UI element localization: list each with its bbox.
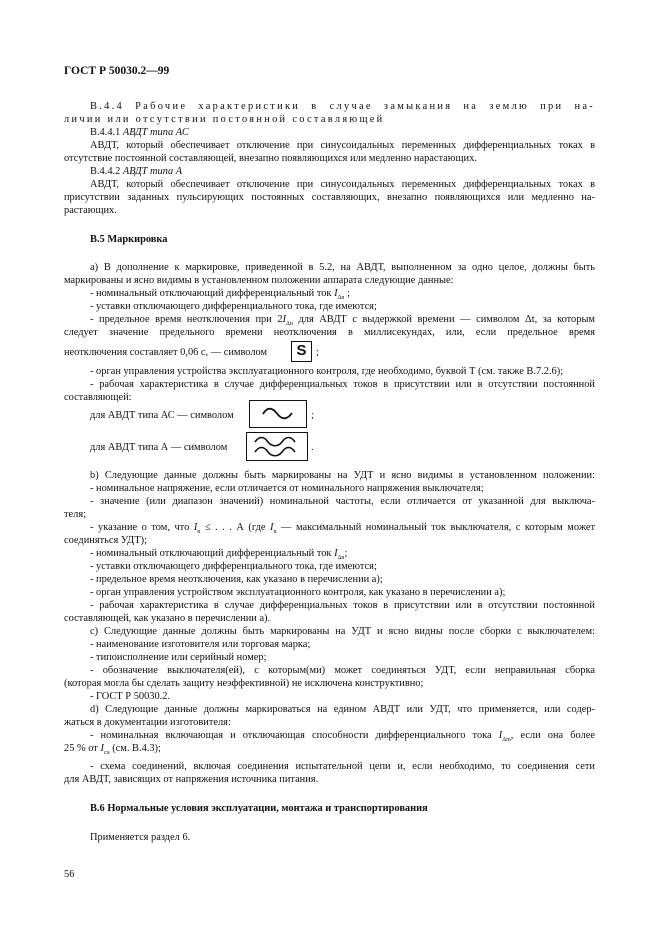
section-b442-text-line1: АВДТ, который обеспечивает отключение при синусоидальных переменных дифференциальных токах в (90, 179, 595, 190)
section-b442-title: АВДТ типа А (122, 166, 183, 177)
b5-a-line1: а) В дополнение к маркировке, приведенной в 5.2, на АВДТ, выполненном за одно целое, должны быть (90, 262, 595, 273)
b5-a-line2: маркированы и ясно видимы в установленном положении аппарата следующие данные: (64, 275, 454, 286)
current-symbol: I (100, 743, 104, 754)
s-symbol-box (291, 341, 312, 362)
punctuation: ; (316, 347, 319, 358)
b5-a-line7: неотключения составляет 0,06 с, — символом (64, 347, 268, 358)
b5-a-line4: - уставки отключающего дифференциального тока, где имеются; (90, 301, 377, 312)
ac-type-label: для АВДТ типа АС — символом (90, 410, 234, 421)
b5-d-line1: d) Следующие данные должны маркироваться на едином АВДТ или УДТ, что применяется, или содер- (90, 704, 595, 715)
section-b44-title-line2: личии или отсутствии постоянной составляющей (64, 114, 385, 125)
punctuation: ; (344, 548, 348, 559)
current-symbol: I (334, 288, 338, 299)
b5-a-line5-post: для АВДТ с выдержкой времени — символом Δt, за которым (298, 314, 595, 325)
current-subscript: n (197, 529, 201, 536)
b5-b-line10: - орган управления устройством эксплуатационного контроля, как указано в перечислении а); (90, 587, 506, 598)
b5-b-line1: b) Следующие данные должны быть маркированы на УДТ и ясно видимы в установленном положении: (90, 470, 595, 481)
b5-b-line11: - рабочая характеристика в случае дифференциальных токов в присутствии или в отсутствии постоянной (90, 600, 595, 611)
page-number: 56 (64, 869, 75, 880)
b5-c-line6: - ГОСТ Р 50030.2. (90, 691, 171, 702)
b5-c-line5: (которая могла бы сделать защиту неэффективной) не исключена конструктивно; (64, 678, 424, 689)
b5-d-line3-post: , если она более (510, 730, 595, 741)
current-subscript: n (273, 529, 277, 536)
section-b441-text-line1: АВДТ, который обеспечивает отключение при синусоидальных переменных дифференциальных токах в (90, 140, 595, 151)
b5-c-line1: с) Следующие данные должны быть маркированы на УДТ и ясно видны после сборки с выключателем: (90, 626, 595, 637)
current-subscript: cu (103, 750, 110, 757)
section-b5-heading: В.5 Маркировка (90, 234, 168, 245)
section-b441-number: В.4.4.1 (90, 127, 121, 138)
b5-a-line10: составляющей: (64, 392, 132, 403)
b5-a-line9: - рабочая характеристика в случае дифференциальных токов в присутствии или в отсутствии постоянной (90, 379, 595, 390)
punctuation: . (311, 442, 314, 453)
section-b442-text-line2: присутствии заданных пульсирующих постоянных составляющих, внезапно появляющихся или медленно на- (64, 192, 595, 203)
section-b441-title: АВДТ типа АС (122, 127, 189, 138)
section-b6-heading: В.6 Нормальные условия эксплуатации, монтажа и транспортирования (90, 803, 428, 814)
section-b6-text: Применяется раздел 6. (90, 832, 191, 843)
current-symbol: I (498, 730, 503, 741)
pulsating-dc-wave-icon (247, 433, 306, 459)
ac-type-symbol (249, 400, 307, 428)
b5-b-line8: - уставки отключающего дифференциального тока, где имеются; (90, 561, 377, 572)
a-type-symbol (246, 432, 308, 461)
b5-d-line3-text: - номинальная включающая и отключающая способности дифференциального тока (90, 730, 492, 741)
b5-d-line6: для АВДТ, зависящих от напряжения источника питания. (64, 774, 319, 785)
punctuation: ; (347, 288, 350, 299)
current-subscript: Δm (502, 737, 511, 744)
b5-d-line2: жаться в документации изготовителя: (64, 717, 231, 728)
b5-b-line2: - номинальное напряжение, если отличается от номинального напряжения выключателя; (90, 483, 484, 494)
section-b442-text-line3: растающих. (64, 205, 117, 216)
current-symbol: I (334, 548, 338, 559)
b5-c-line2: - наименование изготовителя или торговая марка; (90, 639, 311, 650)
b5-b-line7-text: - номинальный отключающий дифференциальный ток (90, 548, 332, 559)
b5-a-line5-text: - предельное время неотключения при 2 (90, 314, 283, 325)
document-header: ГОСТ Р 50030.2—99 (64, 65, 170, 77)
b5-a-line3-text: - номинальный отключающий дифференциальный ток (90, 288, 332, 299)
b5-d-line3 (90, 730, 595, 746)
b5-b-line4: теля; (64, 509, 87, 520)
b5-b-line5 (90, 522, 595, 538)
b5-b-line6: соединяться УДТ); (64, 535, 147, 546)
section-b442-heading (90, 166, 182, 178)
section-b441-heading (90, 127, 189, 139)
b5-b-line5-mid: ≤ . . . А (где (204, 522, 266, 533)
sine-wave-icon (250, 401, 305, 426)
section-b442-number: В.4.4.2 (90, 166, 121, 177)
b5-c-line4: - обозначение выключателя(ей), с которым(ми) может соединяться УДТ, если неправильная сборка (90, 665, 595, 676)
punctuation: ; (311, 410, 314, 421)
b5-b-line12: составляющей, как указано в перечислении а). (64, 613, 271, 624)
b5-b-line5-post: — максимальный номинальный ток выключателя, с которым может (281, 522, 596, 533)
b5-b-line3: - значение (или диапазон значений) номинальной частоты, если отличается от указанной для выключа- (90, 496, 595, 507)
b5-b-line5-text: - указание о том, что (90, 522, 190, 533)
current-symbol: I (282, 314, 287, 325)
section-b44-title-line1: В.4.4 Рабочие характеристики в случае замыкания на землю при на- (90, 101, 595, 112)
s-symbol-letter: S (296, 342, 307, 359)
b5-c-line3: - типоисполнение или серийный номер; (90, 652, 267, 663)
b5-d-line4-post: (см. В.4.3); (112, 743, 161, 754)
b5-b-line9: - предельное время неотключения, как указано в перечислении а); (90, 574, 383, 585)
current-subscript: Δn (337, 295, 345, 302)
current-symbol: I (270, 522, 274, 533)
b5-d-line4 (64, 743, 161, 759)
a-type-label: для АВДТ типа А — символом (90, 442, 228, 453)
b5-d-line5: - схема соединений, включая соединения испытательной цепи и, если необходимо, то соединения сети (90, 761, 595, 772)
section-b441-text-line2: отсутствие постоянной составляющей, внезапно появляющихся или медленно нарастающих. (64, 153, 477, 164)
current-subscript: Δn (286, 321, 293, 328)
b5-d-line4-text: 25 % от (64, 743, 98, 754)
current-subscript: Δn (337, 555, 345, 562)
current-symbol: I (193, 522, 198, 533)
b5-a-line8: - орган управления устройства эксплуатационного контроля, где необходимо, буквой Т (см. также В.7.2.6); (90, 366, 564, 377)
b5-a-line6: следует значение предельного времени неотключения в миллисекундах, или, если предельное время (64, 327, 595, 338)
